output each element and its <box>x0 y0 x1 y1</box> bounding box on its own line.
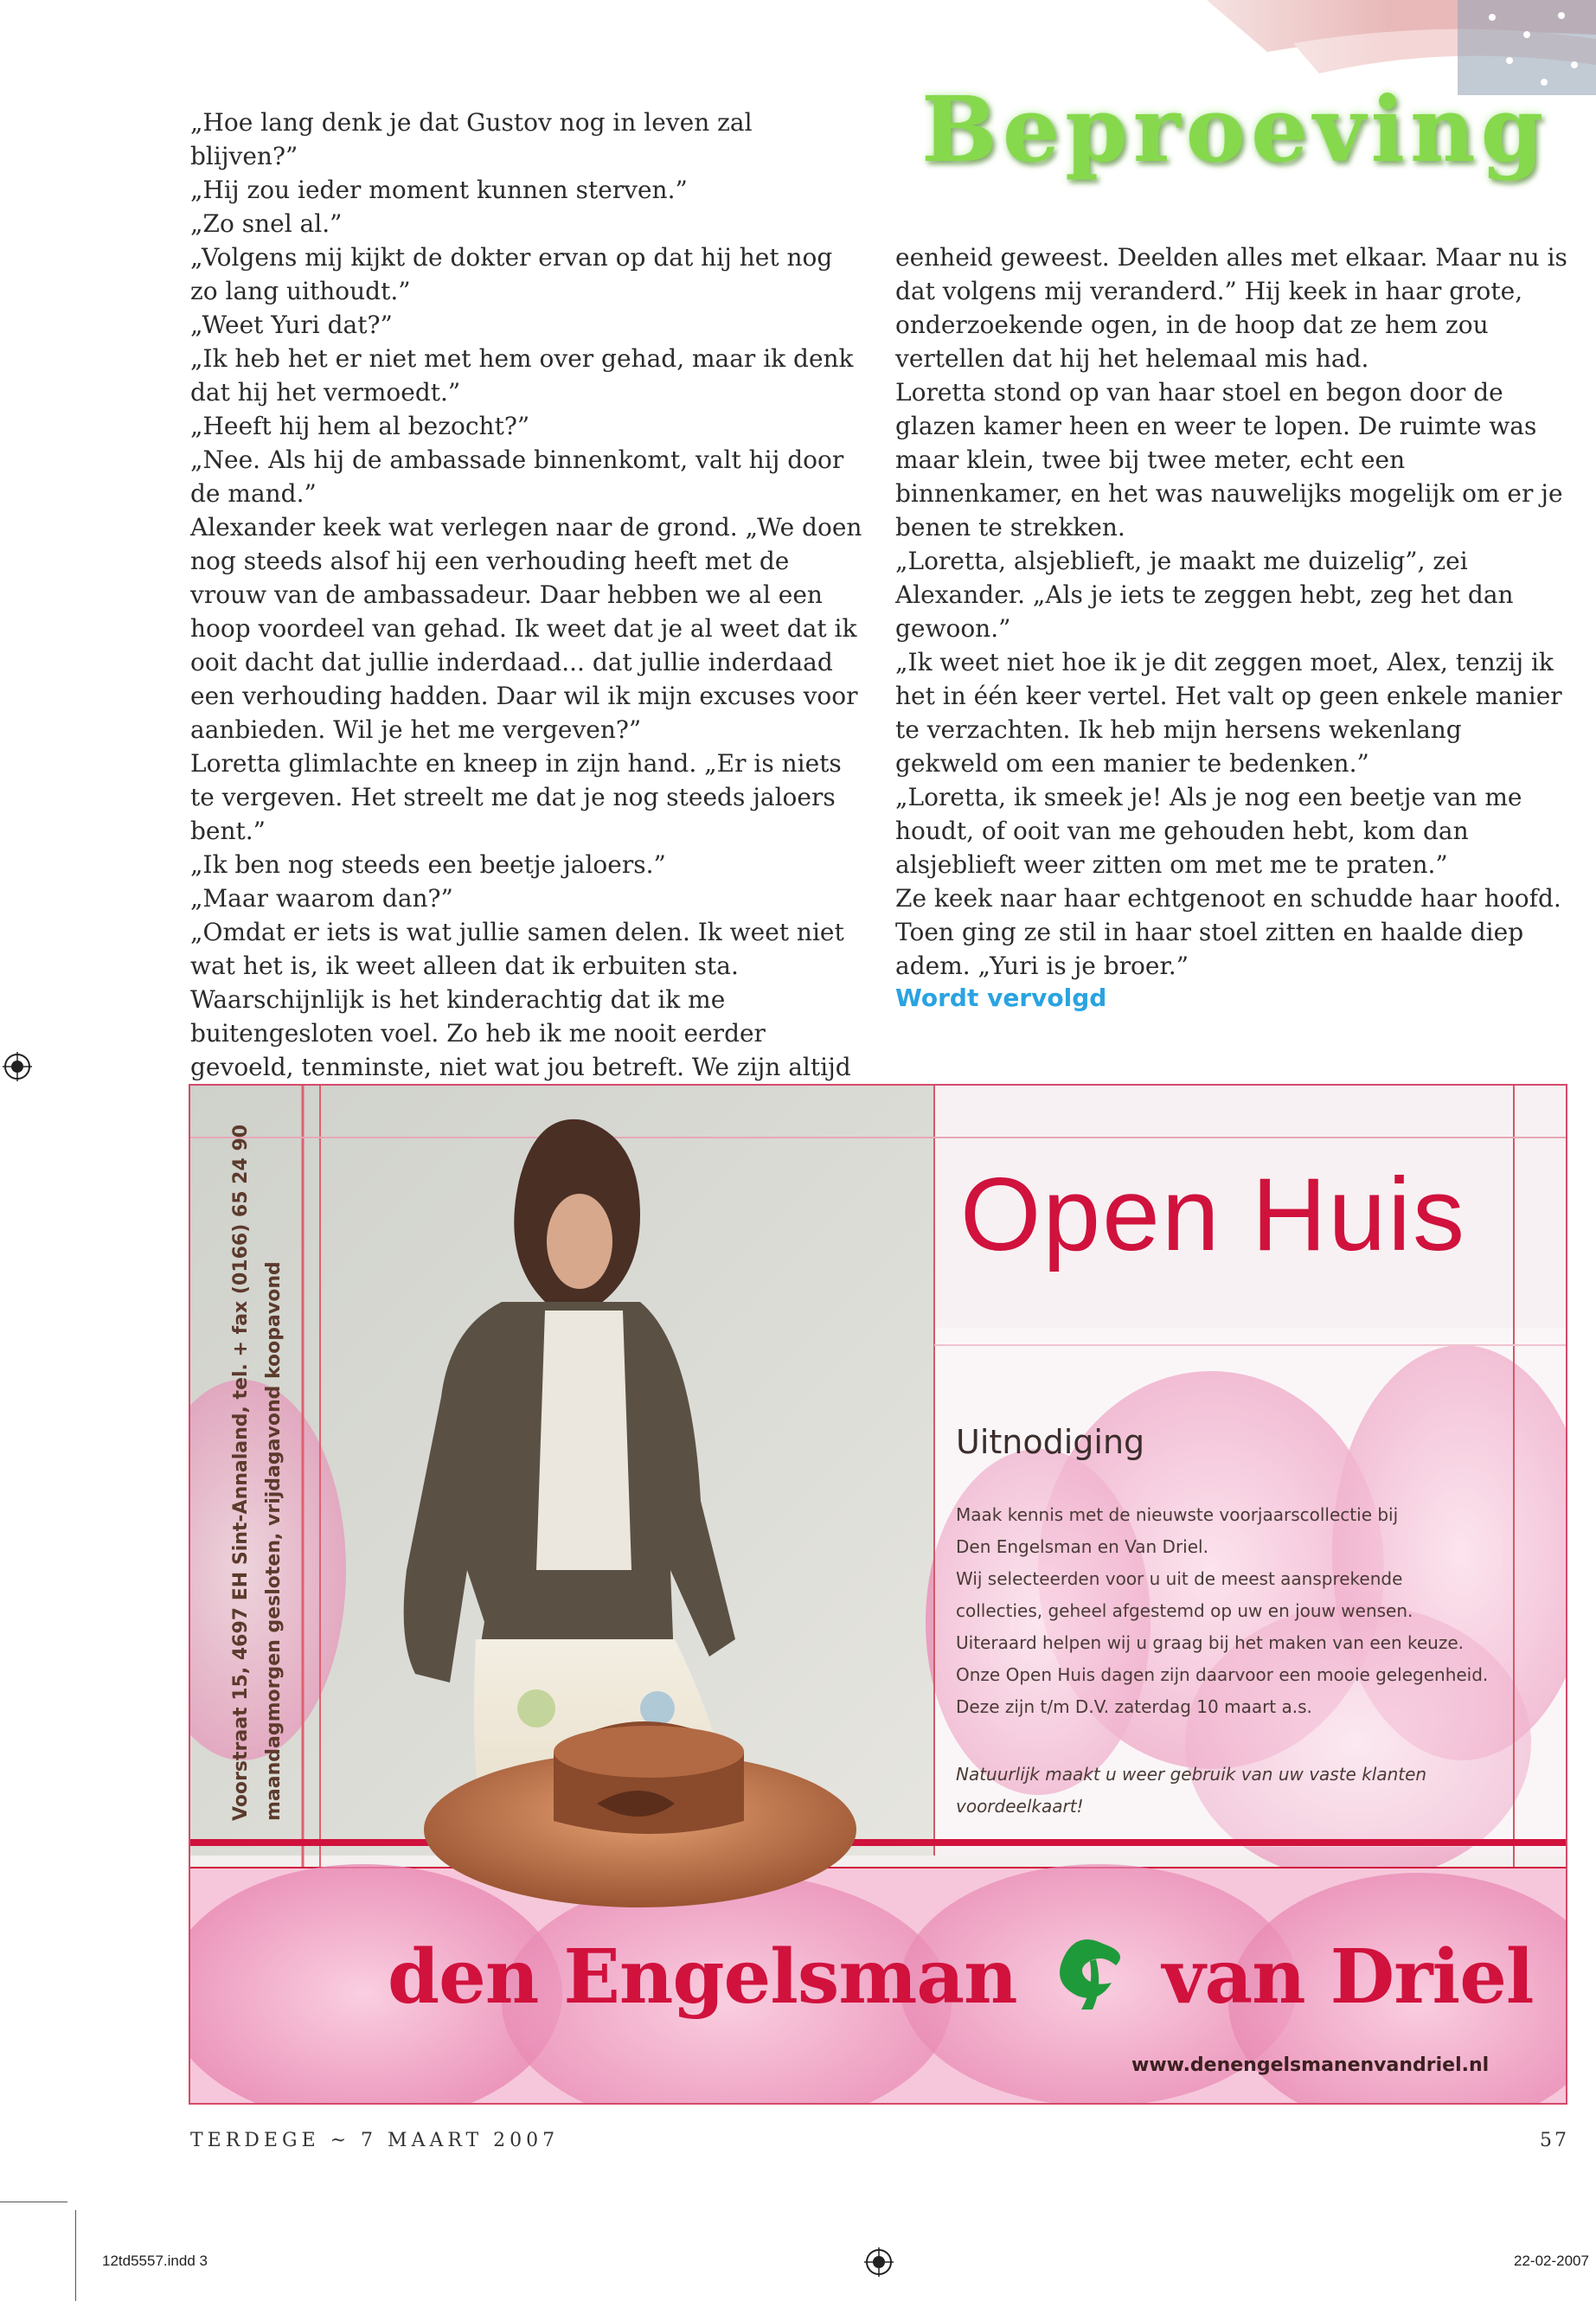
story-paragraph: „Loretta, alsjeblieft, je maakt me duizelig”, zei Alexander. „Als je iets te zeggen hebt, zeg het dan gewoon.” <box>895 547 1514 643</box>
ad-body-line: Maak kennis met de nieuwste voorjaarscollectie bij <box>956 1504 1399 1525</box>
to-be-continued: Wordt vervolgd <box>895 984 1107 1012</box>
ad-body-text <box>956 1499 1544 1723</box>
ad-body-line: collecties, geheel afgestemd op uw en jouw wensen. <box>956 1600 1413 1621</box>
story-paragraph: Ze keek naar haar echtgenoot en schudde haar hoofd. Toen ging ze stil in haar stoel zitten en haalde diep adem. „Yuri is je broer.” <box>895 884 1561 980</box>
registration-mark-icon <box>3 1052 32 1081</box>
publication-footer: TERDEGE ~ 7 MAART 2007 <box>190 2130 560 2151</box>
advertisement <box>189 1084 1567 2105</box>
ampersand-leaf-logo-icon <box>1042 1935 1138 2009</box>
ad-body-line: Uiteraard helpen wij u graag bij het maken van een keuze. <box>956 1632 1464 1653</box>
ad-subtitle: Uitnodiging <box>956 1423 1145 1461</box>
story-paragraph: „Heeft hij hem al bezocht?” <box>190 412 530 440</box>
ad-brand-name <box>388 1933 1534 2021</box>
ad-hours-line: maandagmorgen gesloten, vrijdagavond koopavond <box>263 1261 285 1821</box>
slug-file-name: 12td5557.indd 3 <box>102 2253 208 2269</box>
ad-title: Open Huis <box>960 1157 1466 1272</box>
story-paragraph: „Nee. Als hij de ambassade binnenkomt, valt hij door de mand.” <box>190 445 844 508</box>
story-paragraph: eenheid geweest. Deelden alles met elkaar. Maar nu is dat volgens mij veranderd.” Hij keek in haar grote, onderzoekende ogen, in de hoop dat ze hem zou vertellen dat hij het helemaal mis had. <box>895 243 1567 373</box>
story-paragraph: „Hij zou ieder moment kunnen sterven.” <box>190 176 688 204</box>
ad-body-line: Wij selecteerden voor u uit de meest aansprekende <box>956 1568 1403 1589</box>
ad-address-line: Voorstraat 15, 4697 EH Sint-Annaland, tel. + fax (0166) 65 24 90 <box>230 1124 252 1821</box>
ad-store-address <box>225 1124 291 1821</box>
story-paragraph: „Ik weet niet hoe ik je dit zeggen moet, Alex, tenzij ik het in één keer vertel. Het valt op geen enkele manier te verzachten. Ik heb mijn hersens wekenlang gekweld om een manier te bedenken.” <box>895 648 1562 778</box>
story-left-column <box>190 106 865 1118</box>
story-paragraph: „Maar waarom dan?” <box>190 884 453 913</box>
story-paragraph: Alexander keek wat verlegen naar de grond. „We doen nog steeds alsof hij een verhouding heeft met de vrouw van de ambassadeur. Daar hebben we al een hoop voordeel van gehad. Ik weet dat je al weet dat ik ooit dacht dat jullie inderdaad... dat jullie inderdaad een verhouding hadden. Daar wil ik mijn excuses voor aanbieden. Wil je het me vergeven?” <box>190 513 862 744</box>
story-right-column <box>895 240 1570 983</box>
ad-website-link[interactable]: www.denengelsmanenvandriel.nl <box>1131 2054 1490 2076</box>
story-paragraph: „Ik heb het er niet met hem over gehad, maar ik denk dat hij het vermoedt.” <box>190 344 854 407</box>
page-number: 57 <box>1540 2130 1569 2151</box>
story-paragraph: „Hoe lang denk je dat Gustov nog in leven zal blijven?” <box>190 108 753 170</box>
section-title: Beproeving <box>921 76 1549 183</box>
ad-loyalty-note: Natuurlijk maakt u weer gebruik van uw vaste klanten voordeelkaart! <box>956 1764 1427 1817</box>
slug-date: 22-02-2007 <box>1514 2253 1589 2269</box>
story-paragraph: „Volgens mij kijkt de dokter ervan op dat hij het nog zo lang uithoudt.” <box>190 243 833 305</box>
ad-body-line: Deze zijn t/m D.V. zaterdag 10 maart a.s. <box>956 1696 1312 1717</box>
story-paragraph: „Loretta, ik smeek je! Als je nog een beetje van me houdt, of ooit van me gehouden hebt, kom dan alsjeblieft weer zitten om met me te praten.” <box>895 783 1522 879</box>
ad-body-line: Onze Open Huis dagen zijn daarvoor een mooie gelegenheid. <box>956 1664 1489 1685</box>
story-paragraph: Loretta glimlachte en kneep in zijn hand. „Er is niets te vergeven. Het streelt me dat je nog steeds jaloers bent.” <box>190 749 842 845</box>
story-paragraph: „Ik ben nog steeds een beetje jaloers.” <box>190 850 666 879</box>
ad-brand-right: van Driel <box>1162 1933 1534 2021</box>
story-paragraph: „Omdat er iets is wat jullie samen delen. Ik weet niet wat het is, ik weet alleen dat ik erbuiten sta. Waarschijnlijk is het kinderachtig dat ik me buitengesloten voel. Zo heb ik me nooit eerder gevoeld, tenminste, niet wat jou betreft. We zijn altijd <box>190 918 851 1081</box>
ad-brand-left: den Engelsman <box>388 1933 1017 2021</box>
story-paragraph: „Weet Yuri dat?” <box>190 311 393 339</box>
story-paragraph: Loretta stond op van haar stoel en begon door de glazen kamer heen en weer te lopen. De ruimte was maar klein, twee bij twee meter, echt een binnenkamer, en het was nauwelijks mogelijk om er je benen te strekken. <box>895 378 1563 542</box>
ad-body-line: Den Engelsman en Van Driel. <box>956 1536 1208 1557</box>
crop-mark <box>75 2210 76 2301</box>
story-paragraph: „Zo snel al.” <box>190 209 343 238</box>
registration-mark-icon <box>864 2247 894 2277</box>
